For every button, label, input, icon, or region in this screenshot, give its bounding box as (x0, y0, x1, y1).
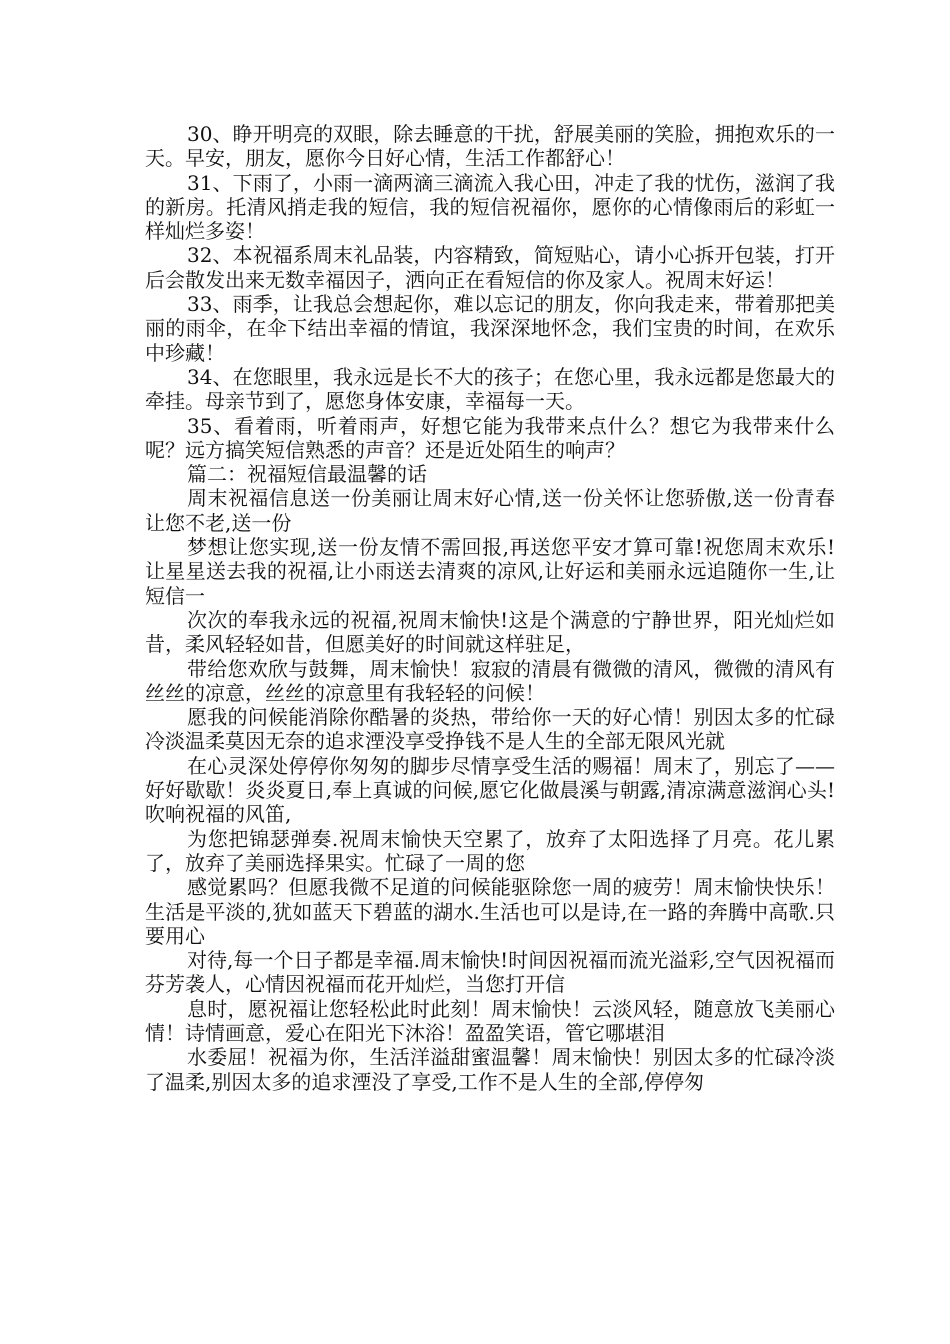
paragraph-30: 30、睁开明亮的双眼，除去睡意的干扰，舒展美丽的笑脸，拥抱欢乐的一天。早安，朋友，愿你今日好心情，生活工作都舒心！ (145, 122, 835, 171)
paragraph: 感觉累吗？但愿我微不足道的问候能驱除您一周的疲劳！周末愉快快乐！生活是平淡的,犹如蓝天下碧蓝的湖水.生活也可以是诗,在一路的奔腾中高歌.只要用心 (145, 875, 835, 948)
paragraph-33: 33、雨季，让我总会想起你，难以忘记的朋友，你向我走来，带着那把美丽的雨伞，在伞下结出幸福的情谊，我深深地怀念，我们宝贵的时间，在欢乐中珍藏！ (145, 292, 835, 365)
paragraph-34: 34、在您眼里，我永远是长不大的孩子；在您心里，我永远都是您最大的牵挂。母亲节到了，愿您身体安康，幸福每一天。 (145, 364, 835, 414)
paragraph: 在心灵深处停停你匆匆的脚步尽情享受生活的赐福！周末了，别忘了——好好歇歇！炎炎夏日,奉上真诚的问候,愿它化做晨溪与朝露,清凉满意滋润心头!吹响祝福的风笛, (145, 753, 835, 827)
paragraph-32: 32、本祝福系周末礼品装，内容精致，简短贴心，请小心拆开包装，打开后会散发出来无数幸福因子，洒向正在看短信的你及家人。祝周末好运！ (145, 243, 835, 292)
document-body (145, 122, 835, 1094)
paragraph: 为您把锦瑟弹奏.祝周末愉快天空累了，放弃了太阳选择了月亮。花儿累了，放弃了美丽选择果实。忙碌了一周的您 (145, 826, 835, 875)
paragraph: 梦想让您实现,送一份友情不需回报,再送您平安才算可靠!祝您周末欢乐!让星星送去我的祝福,让小雨送去清爽的凉风,让好运和美丽永远追随你一生,让短信一 (145, 535, 835, 608)
section-heading: 篇二：祝福短信最温馨的话 (187, 462, 427, 487)
paragraph: 次次的奉我永远的祝福,祝周末愉快!这是个满意的宁静世界，阳光灿烂如昔，柔风轻轻如昔，但愿美好的时间就这样驻足， (145, 607, 835, 657)
paragraph: 对待,每一个日子都是幸福.周末愉快!时间因祝福而流光溢彩,空气因祝福而芬芳袭人，心情因祝福而花开灿烂，当您打开信 (145, 948, 835, 997)
paragraph: 愿我的问候能消除你酷暑的炎热，带给你一天的好心情！别因太多的忙碌冷淡温柔莫因无奈的追求湮没享受挣钱不是人生的全部无限风光就 (145, 705, 835, 754)
paragraph-31: 31、下雨了，小雨一滴两滴三滴流入我心田，冲走了我的忧伤，滋润了我的新房。托清风捎走我的短信，我的短信祝福你，愿你的心情像雨后的彩虹一样灿烂多姿！ (145, 170, 835, 244)
paragraph: 周末祝福信息送一份美丽让周末好心情,送一份关怀让您骄傲,送一份青春让您不老,送一份 (145, 486, 835, 535)
paragraph: 息时，愿祝福让您轻松此时此刻！周末愉快！云淡风轻，随意放飞美丽心情！诗情画意，爱心在阳光下沐浴！盈盈笑语，管它哪堪泪 (145, 996, 835, 1045)
paragraph-35: 35、看着雨，听着雨声，好想它能为我带来点什么？想它为我带来什么呢？远方搞笑短信熟悉的声音？还是近处陌生的响声？ (145, 413, 835, 462)
paragraph: 带给您欢欣与鼓舞，周末愉快！寂寂的清晨有微微的清风，微微的清风有丝丝的凉意，丝丝的凉意里有我轻轻的问候！ (145, 656, 835, 705)
paragraph: 水委屈！祝福为你，生活洋溢甜蜜温馨！周末愉快！别因太多的忙碌冷淡了温柔,别因太多的追求湮没了享受,工作不是人生的全部,停停匆 (145, 1045, 835, 1094)
